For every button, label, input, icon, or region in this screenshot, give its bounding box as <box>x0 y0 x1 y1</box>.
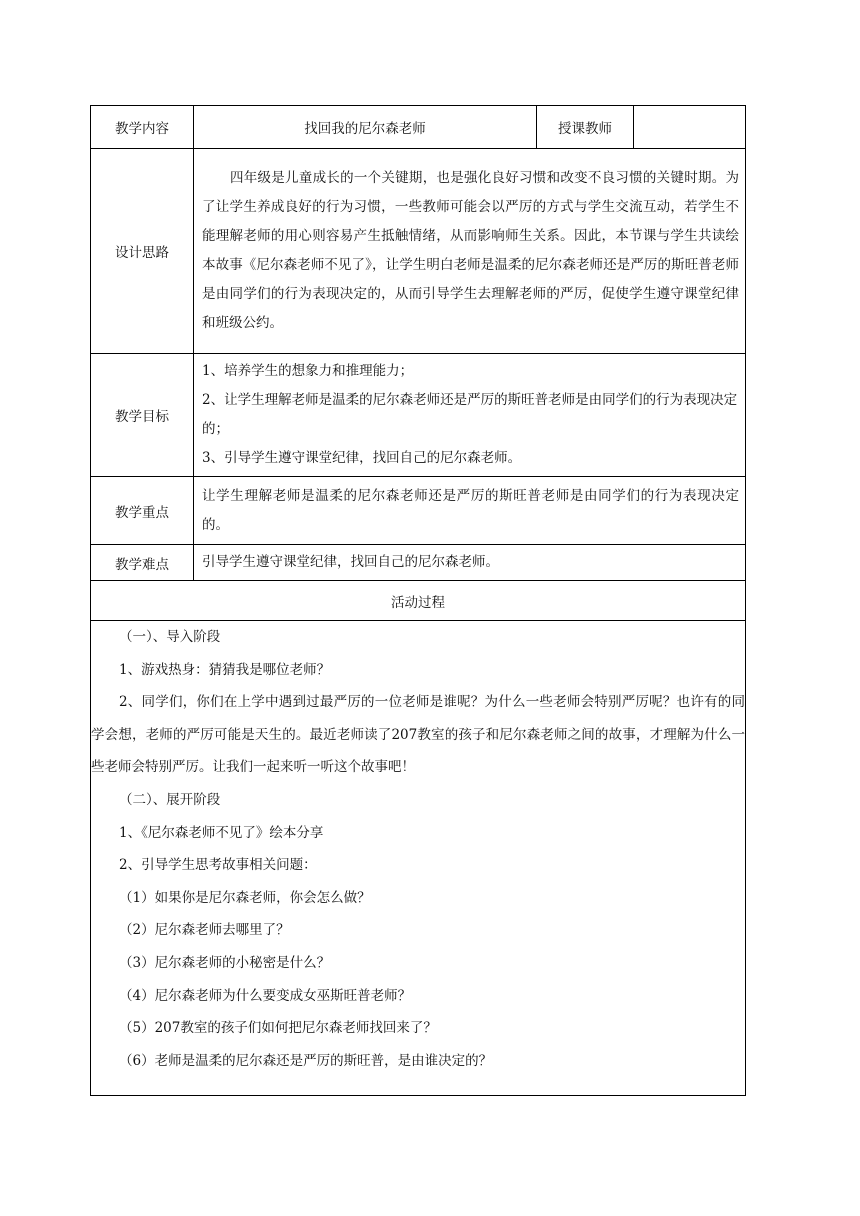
design-label: 设计思路 <box>91 149 194 354</box>
process-line: 2、同学们，你们在上学中遇到过最严厉的一位老师是谁呢？为什么一些老师会特别严厉呢？也许有的同学会想，老师的严厉可能是天生的。最近老师读了207教室的孩子和尼尔森老师之间的故事，才理解为什么一些老师会特别严厉。让我们一起来听一听这个故事吧！ <box>91 694 745 776</box>
key-point-row <box>91 477 746 545</box>
process-line: 1、游戏热身：猜猜我是哪位老师？ <box>119 661 331 678</box>
process-heading-row <box>91 581 746 621</box>
process-line: （3）尼尔森老师的小秘密是什么？ <box>119 954 331 971</box>
key-point-label: 教学重点 <box>91 477 194 545</box>
process-heading: 活动过程 <box>91 581 746 621</box>
design-row <box>91 149 746 354</box>
design-text: 四年级是儿童成长的一个关键期，也是强化良好习惯和改变不良习惯的关键时期。为了让学生养成良好的行为习惯，一些教师可能会以严厉的方式与学生交流互动，若学生不能理解老师的用心则容易产生抵触情绪，从而影响师生关系。因此，本节课与学生共读绘本故事《尼尔森老师不见了》，让学生明白老师是温柔的尼尔森老师还是严厉的斯旺普老师是由同学们的行为表现决定的，从而引导学生去理解老师的严厉，促使学生遵守课堂纪律和班级公约。 <box>202 170 739 331</box>
difficulty-label: 教学难点 <box>91 545 194 581</box>
goal-item: 2、让学生理解老师是温柔的尼尔森老师还是严厉的斯旺普老师是由同学们的行为表现决定的； <box>202 392 738 437</box>
teacher-value <box>634 106 746 149</box>
process-line: 2、引导学生思考故事相关问题： <box>119 857 317 874</box>
process-line: （2）尼尔森老师去哪里了？ <box>119 922 290 939</box>
goals-label: 教学目标 <box>91 354 194 477</box>
process-line: （一）、导入阶段 <box>119 629 221 645</box>
process-row <box>91 621 746 1096</box>
lesson-plan-table <box>90 105 746 1096</box>
process-line: （5）207教室的孩子们如何把尼尔森老师找回来了？ <box>119 1020 437 1037</box>
content-label: 教学内容 <box>91 106 194 149</box>
teacher-label: 授课教师 <box>537 106 634 149</box>
goals-row <box>91 354 746 477</box>
goals-cell <box>194 354 746 477</box>
key-point-cell <box>194 477 746 545</box>
process-line: （1）如果你是尼尔森老师，你会怎么做？ <box>119 889 371 906</box>
design-cell <box>194 149 746 354</box>
difficulty-row <box>91 545 746 581</box>
process-line: （4）尼尔森老师为什么要变成女巫斯旺普老师？ <box>119 987 412 1004</box>
key-point-text: 让学生理解老师是温柔的尼尔森老师还是严厉的斯旺普老师是由同学们的行为表现决定的。 <box>202 487 739 533</box>
process-cell <box>91 621 746 1096</box>
process-line: 1、《尼尔森老师不见了》绘本分享 <box>119 824 324 841</box>
header-row <box>91 106 746 149</box>
goal-item: 3、引导学生遵守课堂纪律，找回自己的尼尔森老师。 <box>202 450 522 466</box>
goal-item: 1、培养学生的想象力和推理能力； <box>202 363 414 379</box>
lesson-title: 找回我的尼尔森老师 <box>194 106 537 149</box>
difficulty-cell <box>194 545 746 581</box>
process-line: （二）、展开阶段 <box>119 791 221 808</box>
process-line: （6）老师是温柔的尼尔森还是严厉的斯旺普，是由谁决定的？ <box>119 1052 493 1069</box>
difficulty-text: 引导学生遵守课堂纪律，找回自己的尼尔森老师。 <box>202 554 499 570</box>
